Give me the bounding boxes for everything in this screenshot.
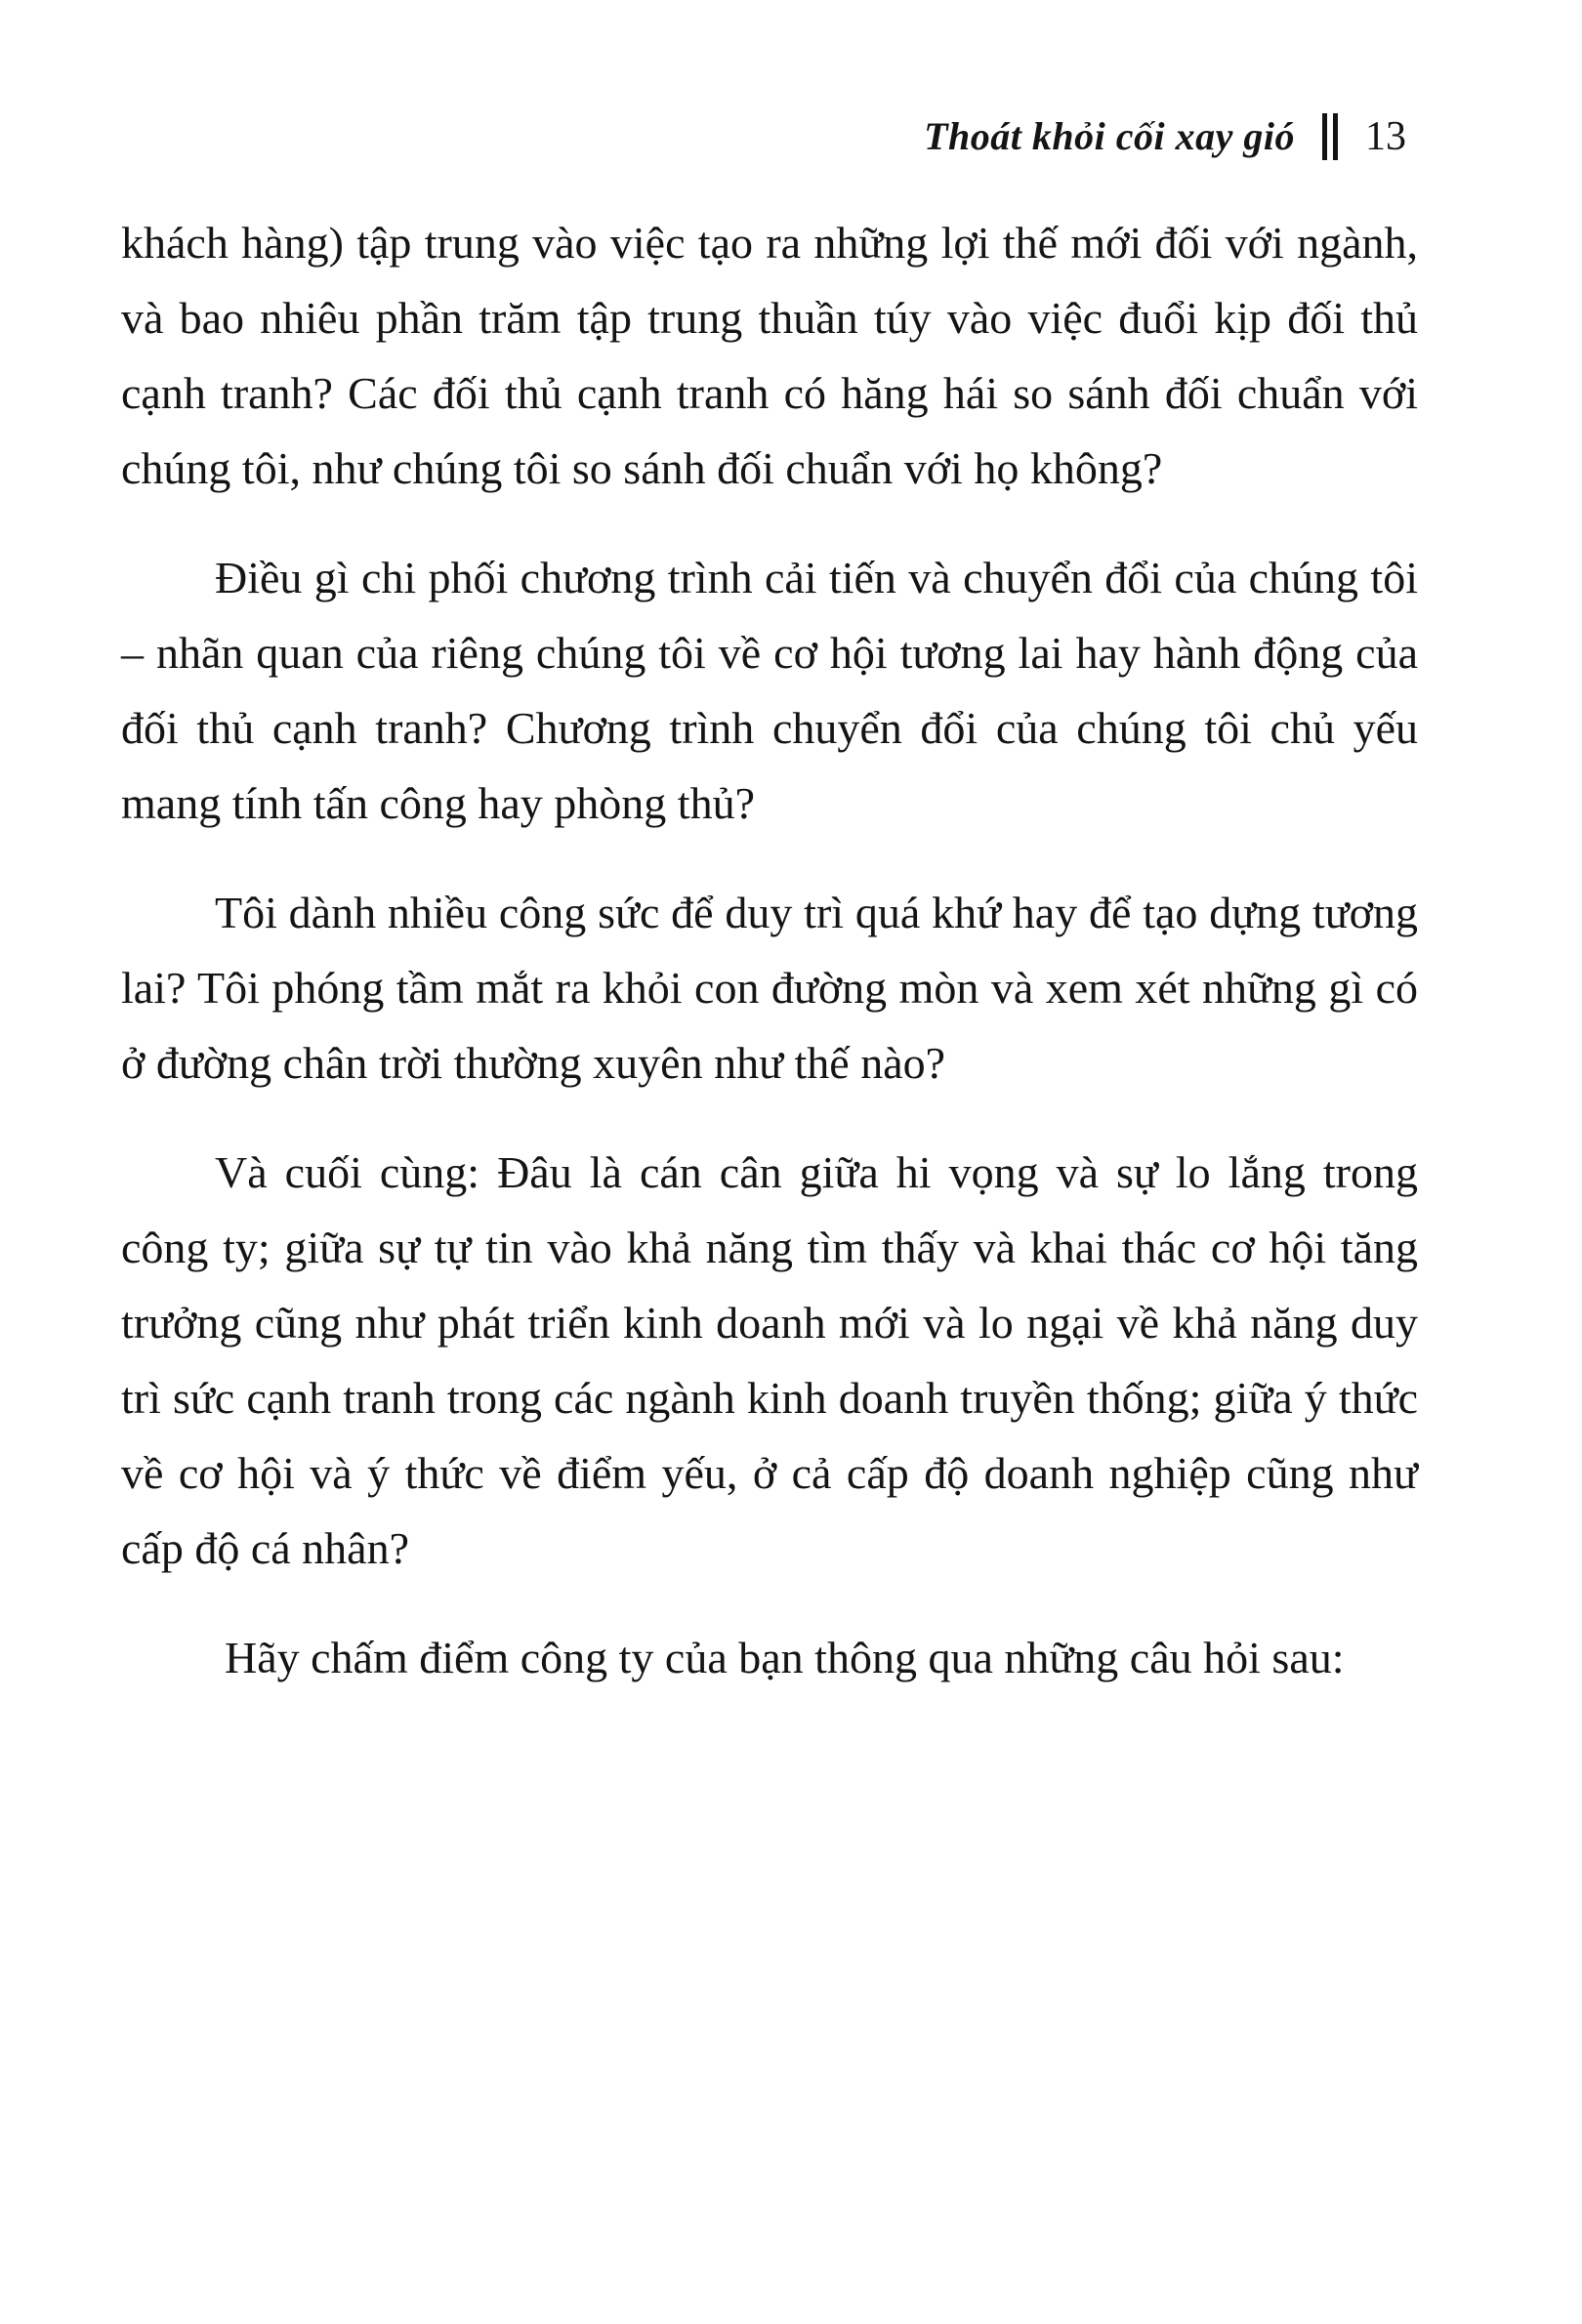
running-header	[924, 109, 1406, 164]
paragraph-hope-and-anxiety: Và cuối cùng: Đâu là cán cân giữa hi vọng và sự lo lắng trong công ty; giữa sự tự tin vào khả năng tìm thấy và khai thác cơ hội tăng trưởng cũng như phát triển kinh doanh mới và lo ngại về khả năng duy trì sức cạnh tranh trong các ngành kinh doanh truyền thống; giữa ý thức về cơ hội và ý thức về điểm yếu, ở cả cấp độ doanh nghiệp cũng như cấp độ cá nhân?	[121, 1147, 1418, 1573]
header-separator	[1322, 113, 1338, 160]
page-number: 13	[1365, 114, 1406, 159]
paragraph-transformation-agenda: Điều gì chi phối chương trình cải tiến và chuyển đổi của chúng tôi – nhãn quan của riêng chúng tôi về cơ hội tương lai hay hành động của đối thủ cạnh tranh? Chương trình chuyển đổi của chúng tôi chủ yếu mang tính tấn công hay phòng thủ?	[121, 553, 1418, 828]
header-title: Thoát khỏi cối xay gió	[924, 114, 1295, 158]
body-text	[121, 205, 1418, 1729]
paragraph-scoring-prompt: Hãy chấm điểm công ty của bạn thông qua những câu hỏi sau:	[225, 1633, 1345, 1682]
paragraph-continuation: khách hàng) tập trung vào việc tạo ra những lợi thế mới đối với ngành, và bao nhiêu phần trăm tập trung thuần túy vào việc đuổi kịp đối thủ cạnh tranh? Các đối thủ cạnh tranh có hăng hái so sánh đối chuẩn với chúng tôi, như chúng tôi so sánh đối chuẩn với họ không?	[121, 218, 1418, 493]
paragraph-past-or-future: Tôi dành nhiều công sức để duy trì quá khứ hay để tạo dựng tương lai? Tôi phóng tầm mắt ra khỏi con đường mòn và xem xét những gì có ở đường chân trời thường xuyên như thế nào?	[121, 888, 1418, 1088]
